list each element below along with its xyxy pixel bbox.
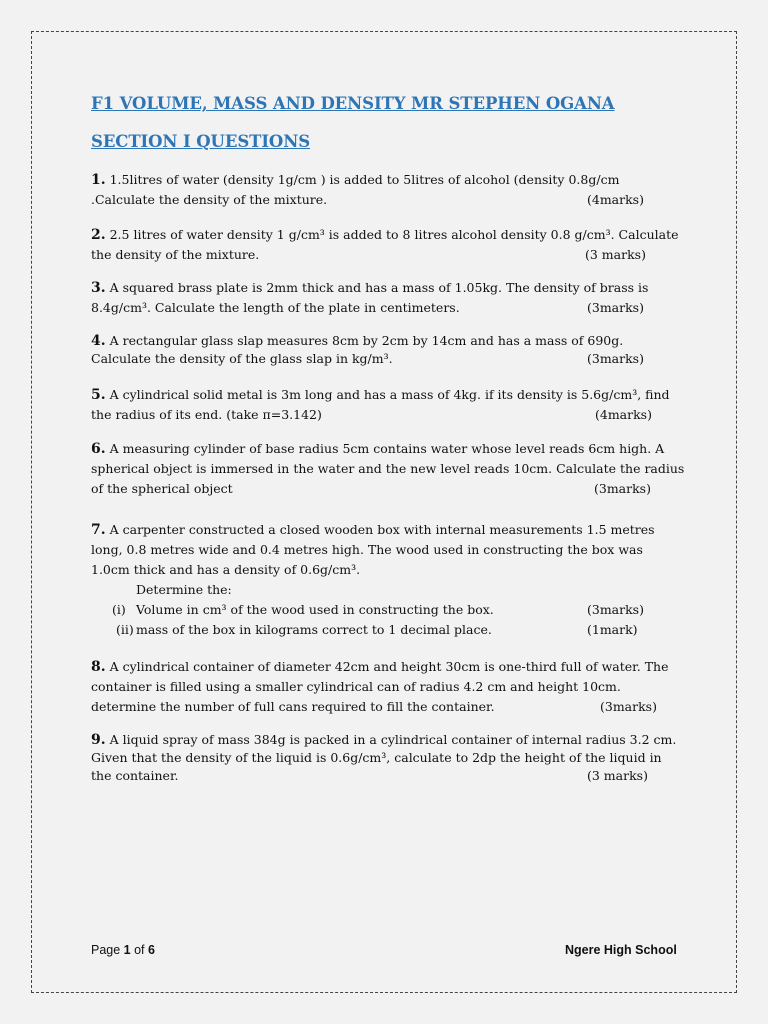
question-2	[91, 225, 681, 265]
part-text: Volume in cm³ of the wood used in constructing the box.	[136, 602, 494, 617]
question-text-line: Calculate the density of the glass slap in kg/m³.	[91, 351, 393, 366]
question-number: 8.	[91, 659, 106, 675]
question-text-line: 1.0cm thick and has a density of 0.6g/cm³.	[91, 562, 361, 577]
question-text-line: of the spherical object	[91, 481, 233, 496]
question-4	[91, 332, 681, 368]
question-text-line: long, 0.8 metres wide and 0.4 metres high. The wood used in constructing the box was	[91, 542, 643, 557]
question-number: 2.	[91, 227, 106, 243]
question-text-line: A carpenter constructed a closed wooden box with internal measurements 1.5 metres	[109, 522, 655, 537]
question-text-line: 2.5 litres of water density 1 g/cm³ is added to 8 litres alcohol density 0.8 g/cm³. Calculate	[109, 227, 679, 242]
page-total: 6	[148, 943, 155, 957]
question-text-line: A liquid spray of mass 384g is packed in a cylindrical container of internal radius 3.2 cm.	[109, 732, 677, 747]
marks-label: (3 marks)	[587, 768, 648, 783]
part-text: mass of the box in kilograms correct to 1 decimal place.	[136, 622, 492, 637]
marks-label: (3marks)	[594, 481, 651, 496]
question-number: 5.	[91, 387, 106, 403]
question-text-line: A measuring cylinder of base radius 5cm contains water whose level reads 6cm high. A	[109, 441, 665, 456]
question-text-line: 8.4g/cm³. Calculate the length of the plate in centimeters.	[91, 300, 460, 315]
question-text-line: 1.5litres of water (density 1g/cm ) is added to 5litres of alcohol (density 0.8g/cm	[109, 172, 620, 187]
marks-label: (3marks)	[600, 699, 657, 714]
question-text-line: the radius of its end. (take π=3.142)	[91, 407, 322, 422]
question-7	[91, 520, 681, 640]
marks-label: (3 marks)	[585, 247, 646, 262]
question-text-line: A rectangular glass slap measures 8cm by 2cm by 14cm and has a mass of 690g.	[109, 333, 624, 348]
question-number: 6.	[91, 441, 106, 457]
question-1	[91, 170, 681, 210]
determine-label: Determine the:	[136, 582, 232, 597]
part-label: (i)	[112, 602, 126, 617]
question-text-line: A cylindrical solid metal is 3m long and has a mass of 4kg. if its density is 5.6g/cm³, find	[109, 387, 670, 402]
question-number: 3.	[91, 280, 106, 296]
page-prefix: Page	[91, 943, 124, 957]
question-text-line: A cylindrical container of diameter 42cm and height 30cm is one-third full of water. The	[109, 659, 669, 674]
question-number: 1.	[91, 172, 106, 188]
question-text-line: container is filled using a smaller cylindrical can of radius 4.2 cm and height 10cm.	[91, 679, 621, 694]
section-heading: SECTION I QUESTIONS	[91, 132, 311, 151]
question-9	[91, 731, 681, 785]
marks-label: (4marks)	[587, 192, 644, 207]
question-text-line: determine the number of full cans required to fill the container.	[91, 699, 495, 714]
page-number	[91, 943, 155, 957]
page-of: of	[130, 943, 148, 957]
question-number: 4.	[91, 333, 106, 349]
marks-label: (4marks)	[595, 407, 652, 422]
question-6	[91, 439, 685, 499]
page-current: 1	[123, 943, 131, 957]
question-3	[91, 278, 681, 318]
marks-label: (3marks)	[587, 300, 644, 315]
marks-label: (3marks)	[587, 602, 644, 617]
question-text-line: A squared brass plate is 2mm thick and has a mass of 1.05kg. The density of brass is	[109, 280, 649, 295]
question-text-line: the density of the mixture.	[91, 247, 260, 262]
question-5	[91, 385, 681, 425]
question-text-line: .Calculate the density of the mixture.	[91, 192, 328, 207]
question-text-line: spherical object is immersed in the water and the new level reads 10cm. Calculate the radius	[91, 461, 685, 476]
marks-label: (3marks)	[587, 351, 644, 366]
question-number: 9.	[91, 732, 106, 748]
question-text-line: the container.	[91, 768, 179, 783]
marks-label: (1mark)	[587, 622, 638, 637]
question-number: 7.	[91, 522, 106, 538]
document-title: F1 VOLUME, MASS AND DENSITY MR STEPHEN OGANA	[91, 94, 615, 113]
school-name: Ngere High School	[565, 943, 677, 957]
question-text-line: Given that the density of the liquid is 0.6g/cm³, calculate to 2dp the height of the liquid in	[91, 750, 662, 765]
part-label: (ii)	[116, 622, 134, 637]
question-8	[91, 657, 681, 717]
